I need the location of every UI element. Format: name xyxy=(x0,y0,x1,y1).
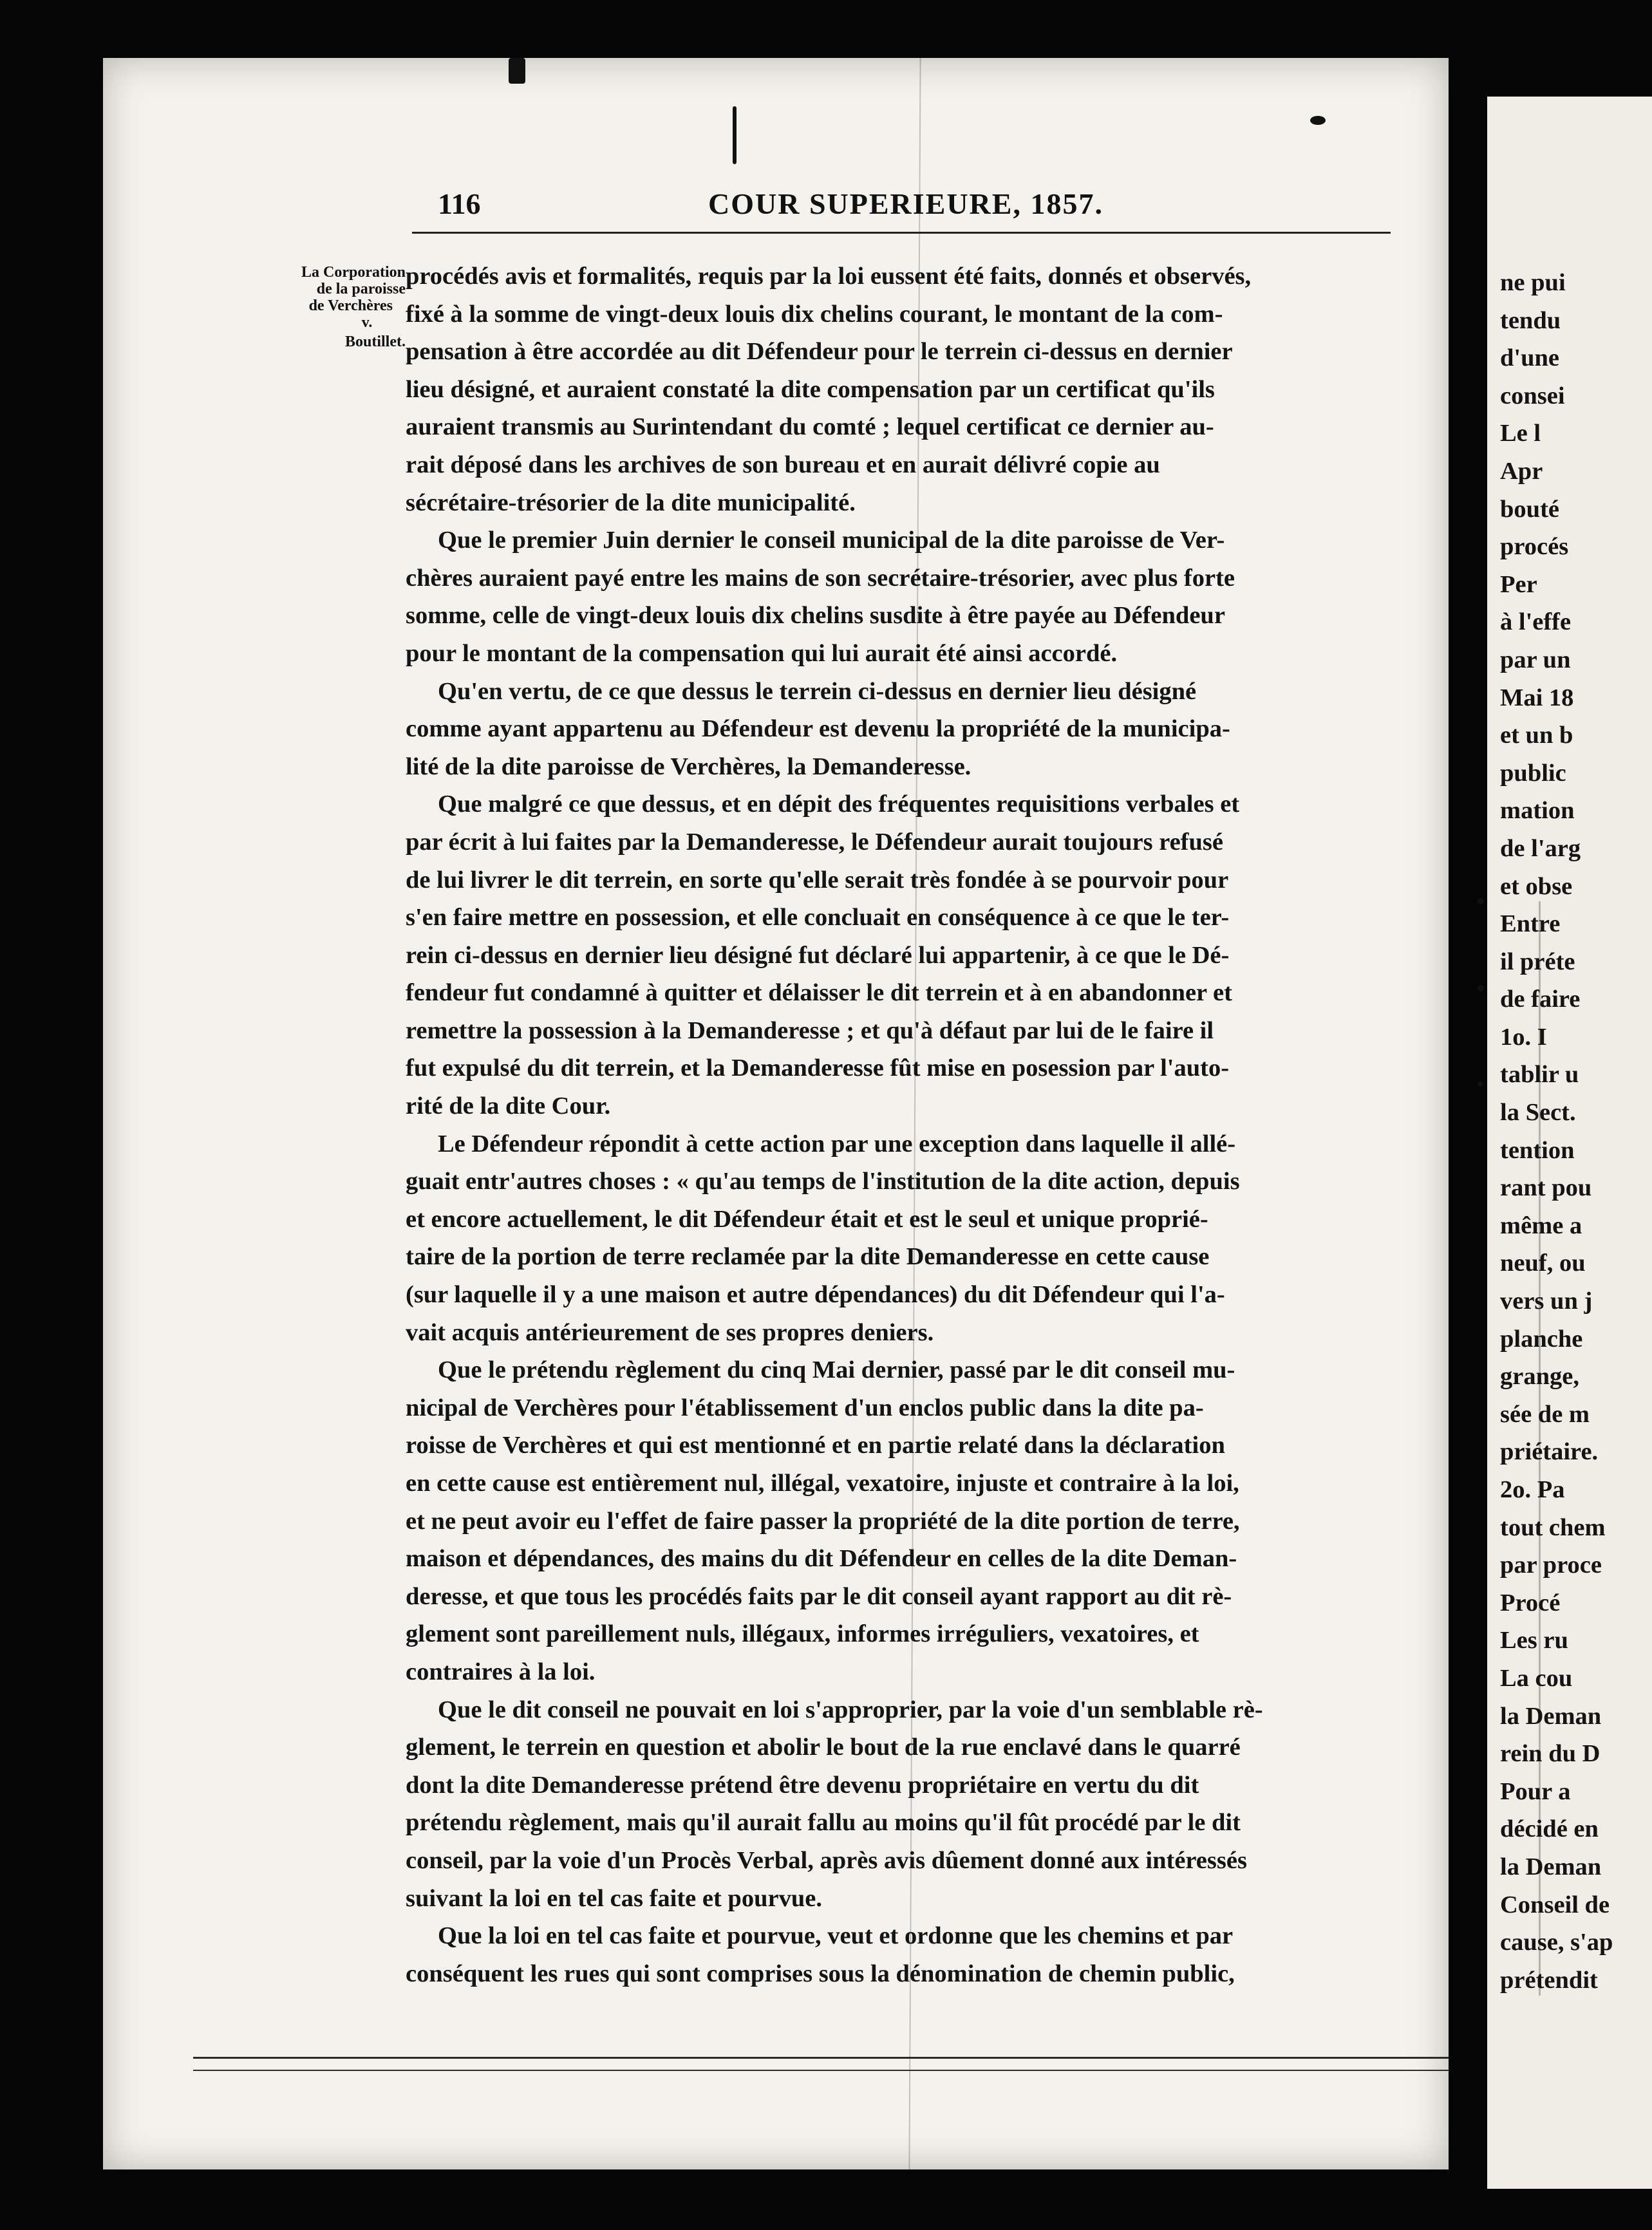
paragraph xyxy=(406,258,1397,521)
text-line: conseil, par la voie d'un Procès Verbal, après avis dûement donné aux intéressés xyxy=(406,1846,1247,1874)
scan-speck xyxy=(1478,898,1484,904)
text-line: glement sont pareillement nuls, illégaux, informes irréguliers, vexatoires, et xyxy=(406,1620,1199,1648)
paragraph xyxy=(406,521,1397,672)
right-page-line: neuf, ou xyxy=(1500,1250,1586,1277)
text-line: Le Défendeur répondit à cette action par une exception dans laquelle il allé- xyxy=(438,1130,1236,1157)
text-line: Que le prétendu règlement du cinq Mai dernier, passé par le dit conseil mu- xyxy=(438,1356,1235,1384)
footer-rule xyxy=(193,2070,1449,2071)
right-page-line: d'une xyxy=(1500,344,1560,372)
right-page-line: mation xyxy=(1500,797,1575,825)
text-line: vait acquis antérieurement de ses propres deniers. xyxy=(406,1318,934,1346)
text-line: comme ayant appartenu au Défendeur est devenu la propriété de la municipa- xyxy=(406,715,1230,743)
right-page-line: et un b xyxy=(1500,722,1573,749)
text-line: de lui livrer le dit terrein, en sorte qu'elle serait très fondée à se pourvoir pour xyxy=(406,866,1229,894)
text-line: lité de la dite paroisse de Verchères, la Demanderesse. xyxy=(406,753,971,780)
text-line: Que malgré ce que dessus, et en dépit des fréquentes requisitions verbales et xyxy=(438,791,1240,818)
paragraph xyxy=(406,1125,1397,1352)
right-page-line: il préte xyxy=(1500,948,1575,975)
text-line: somme, celle de vingt-deux louis dix chelins susdite à être payée au Défendeur xyxy=(406,602,1225,630)
margin-note xyxy=(251,264,406,350)
text-line: s'en faire mettre en possession, et elle concluait en conséquence à ce que le ter- xyxy=(406,904,1230,932)
footer-rule xyxy=(193,2057,1449,2059)
right-page-line: par un xyxy=(1500,646,1571,673)
text-line: et ne peut avoir eu l'effet de faire passer la propriété de la dite portion de terre, xyxy=(406,1507,1240,1535)
scan-speck xyxy=(1310,116,1326,125)
scan-speck xyxy=(509,58,525,84)
margin-note-line: Boutillet. xyxy=(345,333,406,350)
paragraph xyxy=(406,1691,1397,1918)
text-line: par écrit à lui faites par la Demanderesse, le Défendeur aurait toujours refusé xyxy=(406,828,1223,856)
text-line: rité de la dite Cour. xyxy=(406,1092,611,1120)
right-page-line: la Deman xyxy=(1500,1702,1602,1730)
paragraph xyxy=(406,673,1397,786)
text-line: rait déposé dans les archives de son bureau et en aurait délivré copie au xyxy=(406,451,1160,478)
right-page-line: Le l xyxy=(1500,420,1541,447)
right-page-line: rant pou xyxy=(1500,1174,1592,1202)
right-page-line: cause, s'ap xyxy=(1500,1929,1613,1956)
right-page-line: même a xyxy=(1500,1212,1582,1239)
running-title: COUR SUPERIEURE, 1857. xyxy=(708,187,1103,220)
text-line: remettre la possession à la Demanderesse ; et qu'à défaut par lui de le faire il xyxy=(406,1017,1214,1044)
text-line: fut expulsé du dit terrein, et la Demanderesse fût mise en posession par l'auto- xyxy=(406,1054,1230,1082)
margin-note-line: v. xyxy=(361,314,373,331)
right-page-line: bouté xyxy=(1500,495,1559,523)
right-page-line: sée de m xyxy=(1500,1400,1590,1428)
margin-note-line: de Verchères xyxy=(308,297,393,314)
text-line: guait entr'autres choses : « qu'au temps de l'institution de la dite action, depuis xyxy=(406,1168,1240,1195)
text-line: dont la dite Demanderesse prétend être devenu propriétaire en vertu du dit xyxy=(406,1771,1199,1799)
right-page-text xyxy=(1500,264,1652,1999)
text-line: (sur laquelle il y a une maison et autre dépendances) du dit Défendeur qui l'a- xyxy=(406,1281,1225,1309)
text-line: sécrétaire-trésorier de la dite municipalité. xyxy=(406,489,856,516)
right-page-line: public xyxy=(1500,759,1566,787)
right-page-line: décidé en xyxy=(1500,1815,1599,1843)
text-line: deresse, et que tous les procédés faits par le dit conseil ayant rapport au dit rè- xyxy=(406,1582,1232,1610)
right-page-line: de faire xyxy=(1500,986,1581,1013)
text-line: Que le premier Juin dernier le conseil municipal de la dite paroisse de Ver- xyxy=(438,527,1225,554)
right-page-line: Per xyxy=(1500,570,1537,598)
text-line: taire de la portion de terre reclamée par la dite Demanderesse en cette cause xyxy=(406,1243,1210,1271)
text-line: pensation à être accordée au dit Défendeur pour le terrein ci-dessus en dernier xyxy=(406,338,1233,366)
right-page-line: tout chem xyxy=(1500,1513,1606,1541)
text-line: roisse de Verchères et qui est mentionné et en partie relaté dans la déclaration xyxy=(406,1432,1225,1459)
right-page-line: 1o. I xyxy=(1500,1023,1547,1051)
text-line: Que le dit conseil ne pouvait en loi s'approprier, par la voie d'un semblable rè- xyxy=(438,1696,1263,1723)
scan-speck xyxy=(1478,985,1484,991)
scan-speck xyxy=(733,106,737,164)
text-line: en cette cause est entièrement nul, illégal, vexatoire, injuste et contraire à la loi, xyxy=(406,1470,1239,1497)
text-line: nicipal de Verchères pour l'établissement d'un enclos public dans la dite pa- xyxy=(406,1394,1204,1421)
paragraph xyxy=(406,1917,1397,1992)
text-line: Qu'en vertu, de ce que dessus le terrein ci-dessus en dernier lieu désigné xyxy=(438,677,1197,705)
text-line: procédés avis et formalités, requis par la loi eussent été faits, donnés et observés, xyxy=(406,263,1252,290)
right-page-line: Pour a xyxy=(1500,1777,1571,1805)
right-page-line: Conseil de xyxy=(1500,1891,1610,1918)
right-page-line: tention xyxy=(1500,1136,1575,1164)
page-header xyxy=(399,187,1429,232)
text-line: rein ci-dessus en dernier lieu désigné fut déclaré lui appartenir, à ce que le Dé- xyxy=(406,941,1230,969)
right-page-line: consei xyxy=(1500,382,1565,409)
margin-note-line: de la paroisse xyxy=(316,281,406,297)
right-page-line: Mai 18 xyxy=(1500,684,1574,711)
right-page-line: prétendit xyxy=(1500,1966,1598,1994)
right-page-line: grange, xyxy=(1500,1363,1579,1391)
right-page-line: tablir u xyxy=(1500,1061,1579,1089)
right-page-line: Les ru xyxy=(1500,1627,1568,1654)
right-page-line: Apr xyxy=(1500,457,1543,485)
right-page-line: vers un j xyxy=(1500,1288,1593,1315)
right-page-line: à l'effe xyxy=(1500,608,1572,636)
page-number: 116 xyxy=(438,187,481,220)
right-page-line: rein du D xyxy=(1500,1740,1600,1768)
right-page-line: et obse xyxy=(1500,872,1573,900)
paragraph xyxy=(406,785,1397,1125)
text-line: fendeur fut condamné à quitter et délaisser le dit terrein et à en abandonner et xyxy=(406,979,1232,1007)
text-line: prétendu règlement, mais qu'il aurait fallu au moins qu'il fût procédé par le dit xyxy=(406,1809,1241,1837)
right-page-line: Entre xyxy=(1500,910,1561,938)
text-line: pour le montant de la compensation qui lui aurait été ainsi accordé. xyxy=(406,639,1118,667)
right-page-line: procés xyxy=(1500,533,1569,561)
text-line: Que la loi en tel cas faite et pourvue, veut et ordonne que les chemins et par xyxy=(438,1922,1234,1950)
scan-speck xyxy=(1478,1082,1483,1087)
text-line: maison et dépendances, des mains du dit Défendeur en celles de la dite Deman- xyxy=(406,1545,1237,1573)
paragraph xyxy=(406,1351,1397,1691)
text-line: conséquent les rues qui sont comprises sous la dénomination de chemin public, xyxy=(406,1960,1235,1987)
text-line: auraient transmis au Surintendant du comté ; lequel certificat ce dernier au- xyxy=(406,413,1214,441)
text-line: chères auraient payé entre les mains de son secrétaire-trésorier, avec plus forte xyxy=(406,564,1235,592)
right-page-line: la Sect. xyxy=(1500,1099,1576,1127)
right-page-line: Procé xyxy=(1500,1589,1561,1616)
right-page-line: La cou xyxy=(1500,1664,1573,1692)
right-page-line: priétaire. xyxy=(1500,1438,1599,1466)
right-page-line: la Deman xyxy=(1500,1853,1602,1880)
right-page-line: ne pui xyxy=(1500,269,1566,296)
text-line: suivant la loi en tel cas faite et pourvue. xyxy=(406,1884,822,1912)
margin-note-line: La Corporation xyxy=(301,264,406,281)
text-line: contraires à la loi. xyxy=(406,1658,596,1685)
header-rule xyxy=(412,232,1391,234)
body-text xyxy=(406,258,1397,1992)
text-line: et encore actuellement, le dit Défendeur était et est le seul et unique proprié- xyxy=(406,1205,1208,1233)
right-page-line: de l'arg xyxy=(1500,834,1581,862)
text-line: fixé à la somme de vingt-deux louis dix chelins courant, le montant de la com- xyxy=(406,300,1223,328)
right-page-line: planche xyxy=(1500,1325,1583,1353)
right-page-line: 2o. Pa xyxy=(1500,1476,1565,1503)
text-line: lieu désigné, et auraient constaté la dite compensation par un certificat qu'ils xyxy=(406,375,1215,403)
text-line: glement, le terrein en question et abolir le bout de la rue enclavé dans le quarré xyxy=(406,1734,1241,1761)
right-page-line: tendu xyxy=(1500,306,1561,334)
right-page-line: par proce xyxy=(1500,1551,1602,1579)
